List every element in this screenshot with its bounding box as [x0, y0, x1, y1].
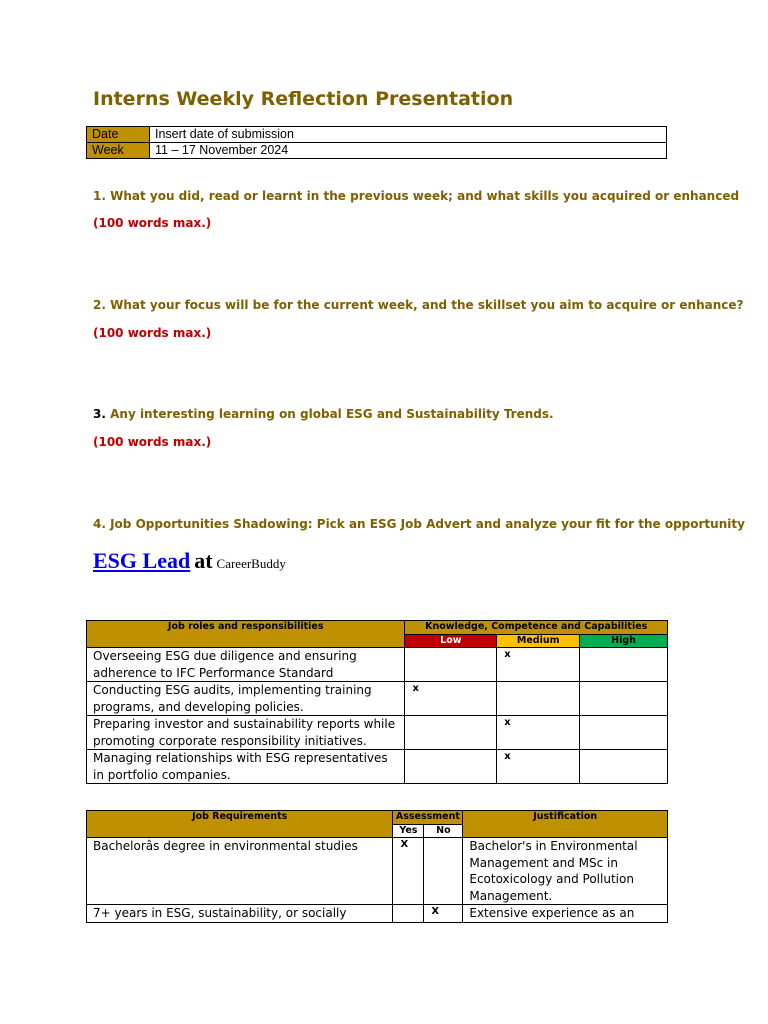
table-row: [87, 905, 668, 923]
question-1-limit: (100 words max.): [93, 216, 212, 230]
week-value[interactable]: 11 – 17 November 2024: [150, 143, 667, 159]
medium-mark[interactable]: x: [497, 648, 580, 682]
role-text: Conducting ESG audits, implementing training programs, and developing policies.: [87, 682, 405, 716]
job-title-link[interactable]: ESG Lead: [93, 548, 191, 573]
justification-text: Bachelor's in Environmental Management and MSc in Ecotoxicology and Pollution Management.: [463, 838, 668, 905]
high-mark[interactable]: [580, 648, 668, 682]
date-label: Date: [87, 127, 150, 143]
yes-mark[interactable]: X: [393, 838, 424, 905]
no-mark[interactable]: X: [424, 905, 463, 923]
question-4: 4. Job Opportunities Shadowing: Pick an ESG Job Advert and analyze your fit for the opportunity: [93, 517, 745, 531]
company-name: CareerBuddy: [216, 556, 286, 571]
table-row: [87, 838, 668, 905]
high-mark[interactable]: [580, 750, 668, 784]
requirement-text: Bachelorâs degree in environmental studies: [87, 838, 393, 905]
table-row: [87, 750, 668, 784]
question-1: 1. What you did, read or learnt in the previous week; and what skills you acquired or enhanced: [93, 189, 740, 203]
role-text: Preparing investor and sustainability reports while promoting corporate responsibility initiatives.: [87, 716, 405, 750]
role-text: Managing relationships with ESG representatives in portfolio companies.: [87, 750, 405, 784]
question-2: 2. What your focus will be for the current week, and the skillset you aim to acquire or enhance?: [93, 298, 744, 312]
roles-column-header: Job roles and responsibilities: [87, 621, 405, 648]
submission-meta-table: [86, 126, 667, 159]
medium-mark[interactable]: [497, 682, 580, 716]
high-mark[interactable]: [580, 716, 668, 750]
role-text: Overseeing ESG due diligence and ensuring adherence to IFC Performance Standard: [87, 648, 405, 682]
date-value[interactable]: Insert date of submission: [150, 127, 667, 143]
yes-header: Yes: [393, 825, 424, 838]
job-requirements-table: [86, 810, 668, 923]
table-row: [87, 682, 668, 716]
high-mark[interactable]: [580, 682, 668, 716]
no-header: No: [424, 825, 463, 838]
justification-column-header: Justification: [463, 811, 668, 838]
knowledge-column-header: Knowledge, Competence and Capabilities: [405, 621, 668, 635]
question-2-limit: (100 words max.): [93, 326, 212, 340]
question-3-text: Any interesting learning on global ESG and Sustainability Trends.: [110, 407, 554, 421]
low-mark[interactable]: [405, 648, 497, 682]
level-medium-header: Medium: [497, 635, 580, 648]
medium-mark[interactable]: x: [497, 750, 580, 784]
date-row: [87, 127, 667, 143]
requirements-header-row: [87, 811, 668, 825]
question-3-number: 3.: [93, 407, 106, 421]
job-advert-line: [93, 548, 286, 574]
justification-text: Extensive experience as an: [463, 905, 668, 923]
week-row: [87, 143, 667, 159]
level-high-header: High: [580, 635, 668, 648]
job-at-word: at: [194, 548, 213, 573]
table-row: [87, 716, 668, 750]
question-3-limit: (100 words max.): [93, 435, 212, 449]
level-low-header: Low: [405, 635, 497, 648]
table-row: [87, 648, 668, 682]
question-3: [93, 407, 554, 421]
requirement-text: 7+ years in ESG, sustainability, or socially: [87, 905, 393, 923]
low-mark[interactable]: x: [405, 682, 497, 716]
low-mark[interactable]: [405, 750, 497, 784]
requirements-column-header: Job Requirements: [87, 811, 393, 838]
assessment-column-header: Assessment: [393, 811, 463, 825]
roles-header-row: [87, 621, 668, 635]
roles-competence-table: [86, 620, 668, 784]
low-mark[interactable]: [405, 716, 497, 750]
yes-mark[interactable]: [393, 905, 424, 923]
medium-mark[interactable]: x: [497, 716, 580, 750]
document-title: Interns Weekly Reflection Presentation: [93, 88, 514, 110]
week-label: Week: [87, 143, 150, 159]
no-mark[interactable]: [424, 838, 463, 905]
